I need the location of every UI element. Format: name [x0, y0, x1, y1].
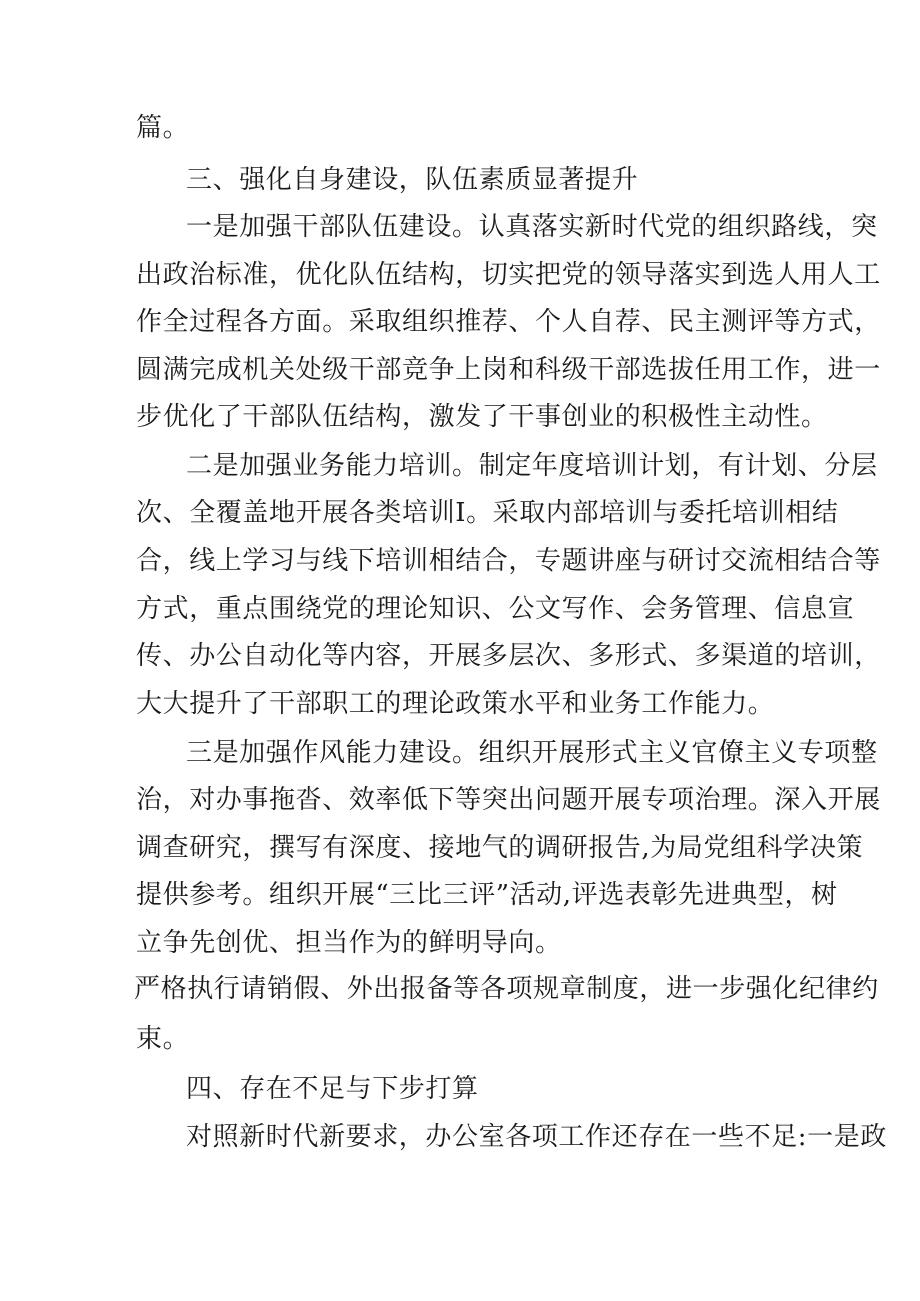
- paragraph-line: 出政治标准，优化队伍结构，切实把党的领导落实到选人用人工: [136, 260, 881, 290]
- paragraph-line: 大大提升了干部职工的理论政策水平和业务工作能力。: [136, 689, 775, 719]
- paragraph-line: 束。: [136, 1024, 190, 1054]
- paragraph-line: 合，线上学习与线下培训相结合，专题讲座与研讨交流相结合等: [136, 546, 881, 576]
- paragraph-line: 立争先创优、担当作为的鲜明导向。: [136, 928, 562, 958]
- paragraph-line: 步优化了干部队伍结构，激发了干事创业的积极性主动性。: [136, 402, 828, 432]
- paragraph-line: 篇。: [136, 113, 190, 143]
- section-heading: 四、存在不足与下步打算: [186, 1074, 479, 1104]
- paragraph-line: 作全过程各方面。采取组织推荐、个人自荐、民主测评等方式，: [136, 307, 881, 337]
- paragraph-line: 二是加强业务能力培训。制定年度培训计划，有计划、分层: [186, 451, 878, 481]
- paragraph-line: 次、全覆盖地开展各类培训I。采取内部培训与委托培训相结: [136, 498, 839, 528]
- paragraph-line: 传、办公自动化等内容，开展多层次、多形式、多渠道的培训，: [136, 641, 881, 671]
- paragraph-line: 圆满完成机关处级干部竞争上岗和科级干部选拔任用工作，进一: [136, 355, 881, 385]
- paragraph-line: 一是加强干部队伍建设。认真落实新时代党的组织路线，突: [186, 212, 878, 242]
- paragraph-line: 治，对办事拖沓、效率低下等突出问题开展专项治理。深入开展: [136, 785, 881, 815]
- paragraph-line: 三是加强作风能力建设。组织开展形式主义官僚主义专项整: [186, 738, 878, 768]
- paragraph-line: 提供参考。组织开展“三比三评”活动,评选表彰先进典型，树: [136, 880, 838, 910]
- paragraph-line: 调查研究，撰写有深度、接地气的调研报告,为局党组科学决策: [136, 833, 864, 863]
- paragraph-line: 方式，重点围绕党的理论知识、公文写作、会务管理、信息宣: [136, 594, 855, 624]
- paragraph-line: 严格执行请销假、外出报备等各项规章制度，进一步强化纪律约: [134, 974, 879, 1004]
- paragraph-line: 对照新时代新要求，办公室各项工作还存在一些不足:一是政: [186, 1122, 887, 1152]
- section-heading: 三、强化自身建设，队伍素质显著提升: [186, 165, 639, 195]
